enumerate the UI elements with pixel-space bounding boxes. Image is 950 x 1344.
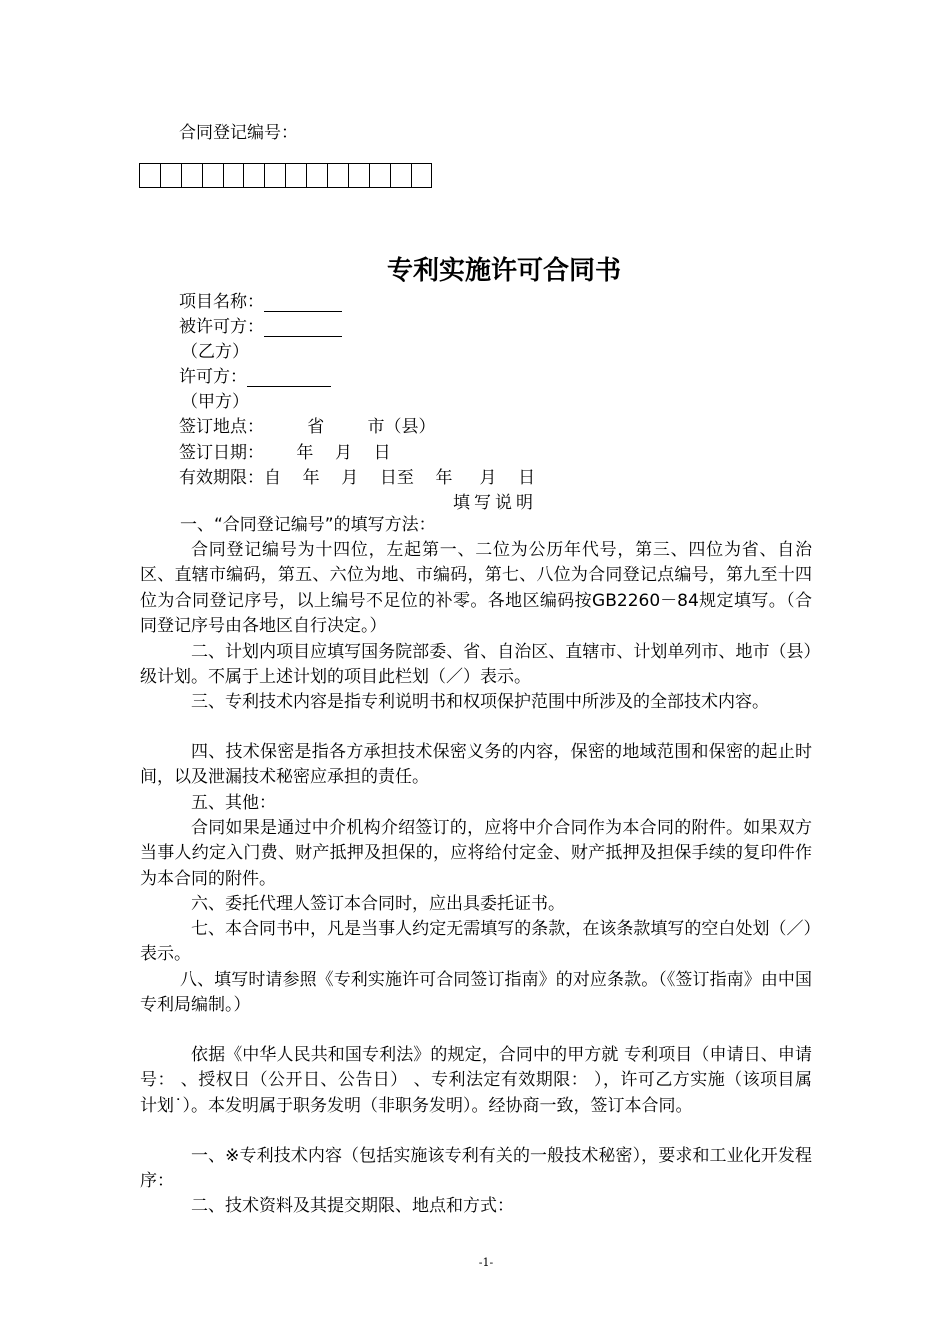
registration-digit-box [140, 163, 161, 188]
registration-digit-box [286, 163, 307, 188]
note-4: 四、技术保密是指各方承担技术保密义务的内容，保密的地域范围和保密的起止时间，以及泄漏技术秘密应承担的责任。 [140, 742, 812, 788]
licensee-label: 被许可方： [179, 317, 264, 337]
clause-2: 二、技术资料及其提交期限、地点和方式： [191, 1196, 514, 1216]
registration-digit-box [244, 163, 265, 188]
note-1-heading: 一、“合同登记编号”的填写方法： [180, 515, 436, 535]
instructions-title: 填写说明 [453, 493, 537, 513]
registration-number-boxes [139, 163, 432, 188]
project-name-label: 项目名称： [179, 292, 264, 312]
registration-digit-box [161, 163, 182, 188]
note-5-heading: 五、其他： [191, 793, 276, 813]
project-name-blank [264, 293, 342, 312]
note-1-body: 合同登记编号为十四位，左起第一、二位为公历年代号，第三、四位为省、自治区、直辖市编码，第五、六位为地、市编码，第七、八位为合同登记点编号，第九至十四位为合同登记序号，以上编号不足位的补零。各地区编码按GB2260－84规定填写。（合同登记序号由各地区自行决定。） [140, 540, 812, 636]
licensor-blank [247, 368, 331, 387]
licensor-label: 许可方： [179, 367, 247, 387]
note-6: 六、委托代理人签订本合同时，应出具委托证书。 [191, 894, 565, 914]
registration-digit-box [349, 163, 370, 188]
registration-digit-box [224, 163, 245, 188]
registration-digit-box [307, 163, 328, 188]
licensee-field [179, 312, 342, 337]
sign-place-field: 签订地点： 省 市（县） [179, 417, 436, 437]
validity-field: 有效期限：自 年 月 日至 年 月 日 [179, 468, 536, 488]
note-2: 二、计划内项目应填写国务院部委、省、自治区、直辖市、计划单列市、地市（县）级计划。不属于上述计划的项目此栏划（／）表示。 [140, 642, 812, 688]
note-7: 七、本合同书中，凡是当事人约定无需填写的条款，在该条款填写的空白处划（／）表示。 [140, 919, 812, 965]
registration-digit-box [203, 163, 224, 188]
registration-digit-box [182, 163, 203, 188]
registration-number-label: 合同登记编号： [179, 123, 298, 143]
project-name-field [179, 287, 342, 312]
licensee-blank [264, 318, 342, 337]
note-5-body: 合同如果是通过中介机构介绍签订的，应将中介合同作为本合同的附件。如果双方当事人约定入门费、财产抵押及担保的，应将给付定金、财产抵押及担保手续的复印件作为本合同的附件。 [140, 818, 812, 889]
note-8: 八、填写时请参照《专利实施许可合同签订指南》的对应条款。（《签订指南》由中国专利局编制。） [140, 970, 812, 1016]
registration-digit-box [412, 163, 433, 188]
clause-1: 一、※专利技术内容（包括实施该专利有关的一般技术秘密），要求和工业化开发程序： [140, 1146, 812, 1192]
sign-date-field: 签订日期： 年 月 日 [179, 443, 391, 463]
page-number: -1- [478, 1256, 494, 1269]
licensee-note: （乙方） [181, 342, 249, 362]
registration-digit-box [370, 163, 391, 188]
document-title: 专利实施许可合同书 [386, 256, 621, 286]
licensor-note: （甲方） [181, 392, 249, 412]
registration-digit-box [265, 163, 286, 188]
licensor-field [179, 362, 331, 387]
note-3: 三、专利技术内容是指专利说明书和权项保护范围中所涉及的全部技术内容。 [191, 692, 769, 712]
contract-preamble: 依据《中华人民共和国专利法》的规定，合同中的甲方就 专利项目（申请日、申请号： 、授权日（公开日、公告日） 、专利法定有效期限： ），许可乙方实施（该项目属 计划˙）。本发明属于职务发明（非职务发明）。经协商一致，签订本合同。 [140, 1045, 812, 1116]
registration-digit-box [328, 163, 349, 188]
registration-digit-box [391, 163, 412, 188]
